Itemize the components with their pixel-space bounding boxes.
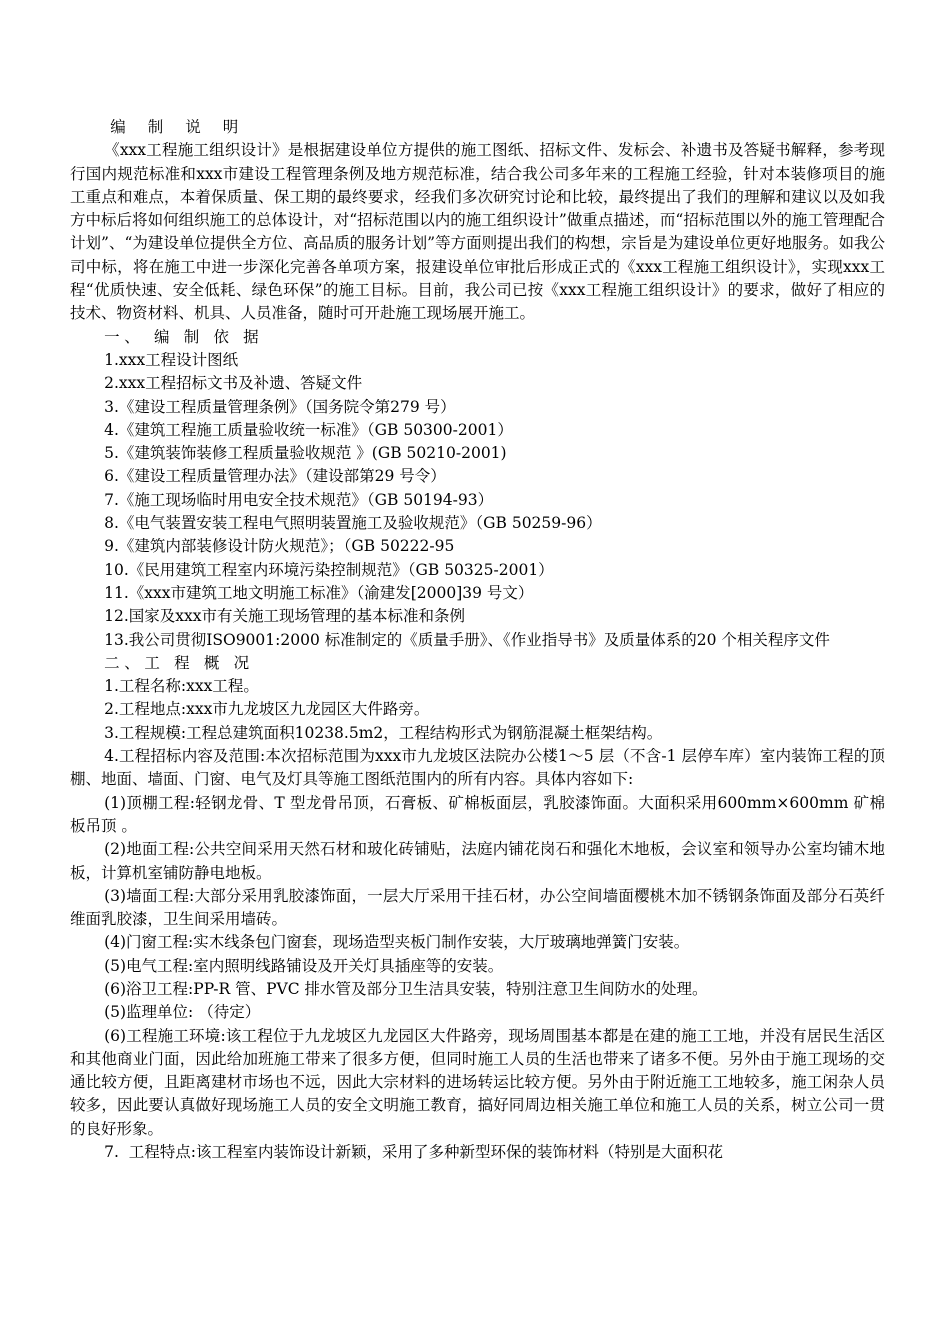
basis-item: 12.国家及xxx市有关施工现场管理的基本标准和条例 [104,607,465,626]
overview-item: (5)电气工程:室内照明线路铺设及开关灯具插座等的安装。 [104,956,504,975]
overview-item: 3.工程规模:工程总建筑面积10238.5m2，工程结构形式为钢筋混凝土框架结构。 [104,723,663,742]
basis-item: 5.《建筑装饰装修工程质量验收规范 》(GB 50210-2001) [104,444,507,463]
section-heading-overview: 二、工 程 概 况 [104,653,254,672]
basis-item: 1.xxx工程设计图纸 [104,350,239,369]
intro-paragraph: 《xxx工程施工组织设计》是根据建设单位方提供的施工图纸、招标文件、发标会、补遗书及答疑书解释，参考现行国内规范标准和xxx市建设工程管理条例及地方规范标准，结合我公司多年来的工程施工经验，针对本装修项目的施工重点和难点，本着保质量、保工期的最终要求，经我们多次研究讨论和比较，最终提出了我们的理解和建议以及如我方中标后将如何组织施工的总体设计，对“招标范围以内的施工组织设计”做重点描述，而“招标范围以外的施工管理配合计划”、“为建设单位提供全方位、高品质的服务计划”等方面则提出我们的构想，宗旨是为建设单位更好地服务。如我公司中标，将在施工中进一步深化完善各单项方案，报建设单位审批后形成正式的《xxx工程施工组织设计》，实现xxx工程“优质快速、安全低耗、绿色环保”的施工目标。目前，我公司已按《xxx工程施工组织设计》的要求，做好了相应的技术、物资材料、机具、人员准备，随时可开赴施工现场展开施工。 [70,141,885,323]
overview-item: 1.工程名称:xxx工程。 [104,677,259,696]
basis-item: 11.《xxx市建筑工地文明施工标准》（渝建发[2000]39 号文） [104,583,534,602]
overview-item: (1)顶棚工程:轻钢龙骨、T 型龙骨吊顶，石膏板、矿棉板面层，乳胶漆饰面。大面积采用600mm×600mm 矿棉板吊顶 。 [70,793,885,835]
overview-item: 4.工程招标内容及范围:本次招标范围为xxx市九龙坡区法院办公楼1～5 层（不含-1 层停车库）室内装饰工程的顶棚、地面、墙面、门窗、电气及灯具等施工图纸范围内的所有内容。具体内容如下: [70,747,885,789]
basis-item: 9.《建筑内部装修设计防火规范》；（GB 50222-95 [104,537,455,556]
basis-item: 13.我公司贯彻ISO9001:2000 标准制定的《质量手册》、《作业指导书》及质量体系的20 个相关程序文件 [104,630,830,649]
overview-item: (3)墙面工程:大部分采用乳胶漆饰面，一层大厅采用干挂石材，办公空间墙面樱桃木加不锈钢条饰面及部分石英纤维面乳胶漆，卫生间采用墙砖。 [70,886,885,929]
basis-item: 2.xxx工程招标文书及补遗、答疑文件 [104,374,363,393]
overview-item: (5)监理单位: （待定） [104,1003,261,1022]
basis-item: 10.《民用建筑工程室内环境污染控制规范》（GB 50325-2001） [104,560,554,579]
document-body [70,116,885,1164]
overview-item: (6)浴卫工程:PP-R 管、PVC 排水管及部分卫生洁具安装，特别注意卫生间防水的处理。 [104,979,708,998]
overview-item: (6)工程施工环境:该工程位于九龙坡区九龙园区大件路旁，现场周围基本都是在建的施工工地，并没有居民生活区和其他商业门面，因此给加班施工带来了很多方便，但同时施工人员的生活也带来了诸多不便。另外由于施工现场的交通比较方便，且距离建材市场也不远，因此大宗材料的进场转运比较方便。另外由于附近施工工地较多，施工闲杂人员较多，因此要认真做好现场施工人员的安全文明施工教育，搞好同周边相关施工单位和施工人员的关系，树立公司一贯的良好形象。 [70,1026,885,1138]
basis-item: 6.《建设工程质量管理办法》（建设部第29 号令） [104,467,446,486]
basis-item: 4.《建筑工程施工质量验收统一标准》（GB 50300-2001） [104,420,513,439]
overview-item: 2.工程地点:xxx市九龙坡区九龙园区大件路旁。 [104,700,430,719]
basis-item: 7.《施工现场临时用电安全技术规范》（GB 50194-93） [104,490,494,509]
basis-item: 3.《建设工程质量管理条例》（国务院令第279 号） [104,397,456,416]
overview-item: (4)门窗工程:实木线条包门窗套，现场造型夹板门制作安装，大厅玻璃地弹簧门安装。 [104,933,690,952]
overview-item: 7. 工程特点:该工程室内装饰设计新颖，采用了多种新型环保的装饰材料（特别是大面积花 [104,1143,723,1162]
section-heading-basis: 一、 编 制 依 据 [104,327,264,346]
document-title: 编 制 说 明 [110,118,247,136]
overview-item: (2)地面工程:公共空间采用天然石材和玻化砖铺贴，法庭内铺花岗石和强化木地板，会议室和领导办公室均铺木地板，计算机室铺防静电地板。 [70,840,885,882]
basis-item: 8.《电气装置安装工程电气照明装置施工及验收规范》（GB 50259-96） [104,514,602,533]
